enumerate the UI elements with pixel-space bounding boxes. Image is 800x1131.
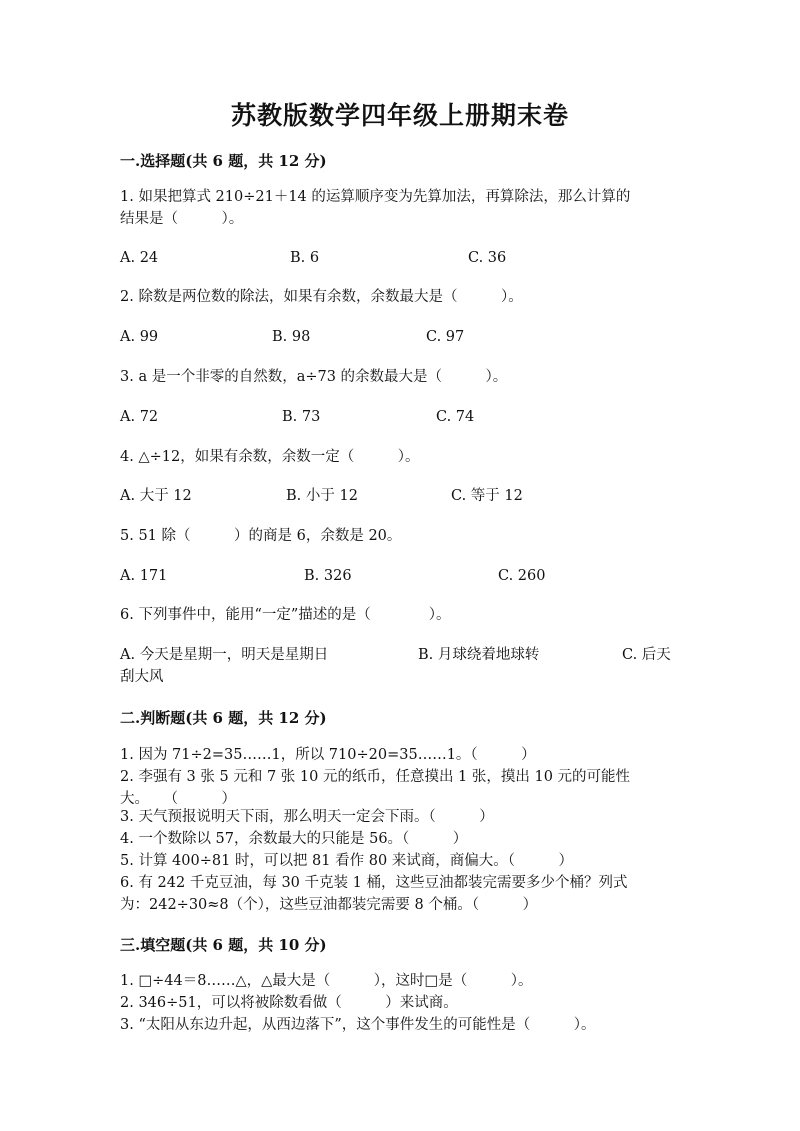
question-2-option-a: A. 99 <box>120 329 159 345</box>
question-1-stem-cont: 结果是（ ）。 <box>120 211 244 227</box>
judgement-line-4: 4. 一个数除以 57，余数最大的只能是 56。（ ） <box>120 831 468 847</box>
question-4-option-c: C. 等于 12 <box>451 488 523 504</box>
section-heading-judgement: 二.判断题(共 6 题，共 12 分) <box>120 709 327 727</box>
fill-blank-line-2: 2. 346÷51，可以将被除数看做（ ）来试商。 <box>120 995 458 1011</box>
section-heading-fill-blank: 三.填空题(共 6 题，共 10 分) <box>120 936 327 954</box>
question-5-stem: 5. 51 除（ ）的商是 6，余数是 20。 <box>120 528 402 544</box>
question-4-option-a: A. 大于 12 <box>120 488 192 504</box>
judgement-line-6-cont: 为：242÷30≈8（个），这些豆油都装完需要 8 个桶。（ ） <box>120 897 538 913</box>
question-5-option-c: C. 260 <box>498 568 546 584</box>
question-6-stem: 6. 下列事件中，能用“一定”描述的是（ ）。 <box>120 607 451 623</box>
question-2-option-b: B. 98 <box>272 329 311 345</box>
page-title: 苏教版数学四年级上册期末卷 <box>230 101 569 130</box>
question-3-option-b: B. 73 <box>282 409 321 425</box>
judgement-line-6: 6. 有 242 千克豆油，每 30 千克装 1 桶，这些豆油都装完需要多少个桶？列式 <box>120 875 628 891</box>
question-2-option-c: C. 97 <box>426 329 465 345</box>
fill-blank-line-3: 3. “太阳从东边升起，从西边落下”，这个事件发生的可能性是（ ）。 <box>120 1017 596 1033</box>
question-5-option-a: A. 171 <box>120 568 168 584</box>
question-1-stem: 1. 如果把算式 210÷21＋14 的运算顺序变为先算加法，再算除法，那么计算的 <box>120 189 631 205</box>
question-3-stem: 3. a 是一个非零的自然数，a÷73 的余数最大是（ ）。 <box>120 369 508 385</box>
fill-blank-line-1: 1. □÷44＝8……△，△最大是（ ），这时□是（ ）。 <box>120 973 533 989</box>
question-6-option-a: A. 今天是星期一，明天是星期日 <box>120 647 329 663</box>
question-6-option-c-cont: 刮大风 <box>120 669 164 685</box>
section-heading-choice: 一.选择题(共 6 题，共 12 分) <box>120 152 327 170</box>
question-4-option-b: B. 小于 12 <box>286 488 358 504</box>
question-6-option-c: C. 后天 <box>622 647 671 663</box>
question-3-option-a: A. 72 <box>120 409 159 425</box>
judgement-line-3: 3. 天气预报说明天下雨，那么明天一定会下雨。（ ） <box>120 809 494 825</box>
question-6-option-b: B. 月球绕着地球转 <box>418 647 540 663</box>
judgement-line-2: 2. 李强有 3 张 5 元和 7 张 10 元的纸币，任意摸出 1 张，摸出 10 元的可能性 <box>120 769 631 785</box>
question-5-option-b: B. 326 <box>304 568 352 584</box>
judgement-line-2-cont: 大。 （ ） <box>120 791 236 807</box>
question-1-option-c: C. 36 <box>468 250 507 266</box>
question-4-stem: 4. △÷12，如果有余数，余数一定（ ）。 <box>120 449 420 465</box>
judgement-line-5: 5. 计算 400÷81 时，可以把 81 看作 80 来试商，商偏大。（ ） <box>120 853 574 869</box>
question-3-option-c: C. 74 <box>436 409 475 425</box>
question-1-option-b: B. 6 <box>290 250 320 266</box>
question-2-stem: 2. 除数是两位数的除法，如果有余数，余数最大是（ ）。 <box>120 289 523 305</box>
question-1-option-a: A. 24 <box>120 250 159 266</box>
judgement-line-1: 1. 因为 71÷2=35……1，所以 710÷20=35……1。（ ） <box>120 747 536 763</box>
